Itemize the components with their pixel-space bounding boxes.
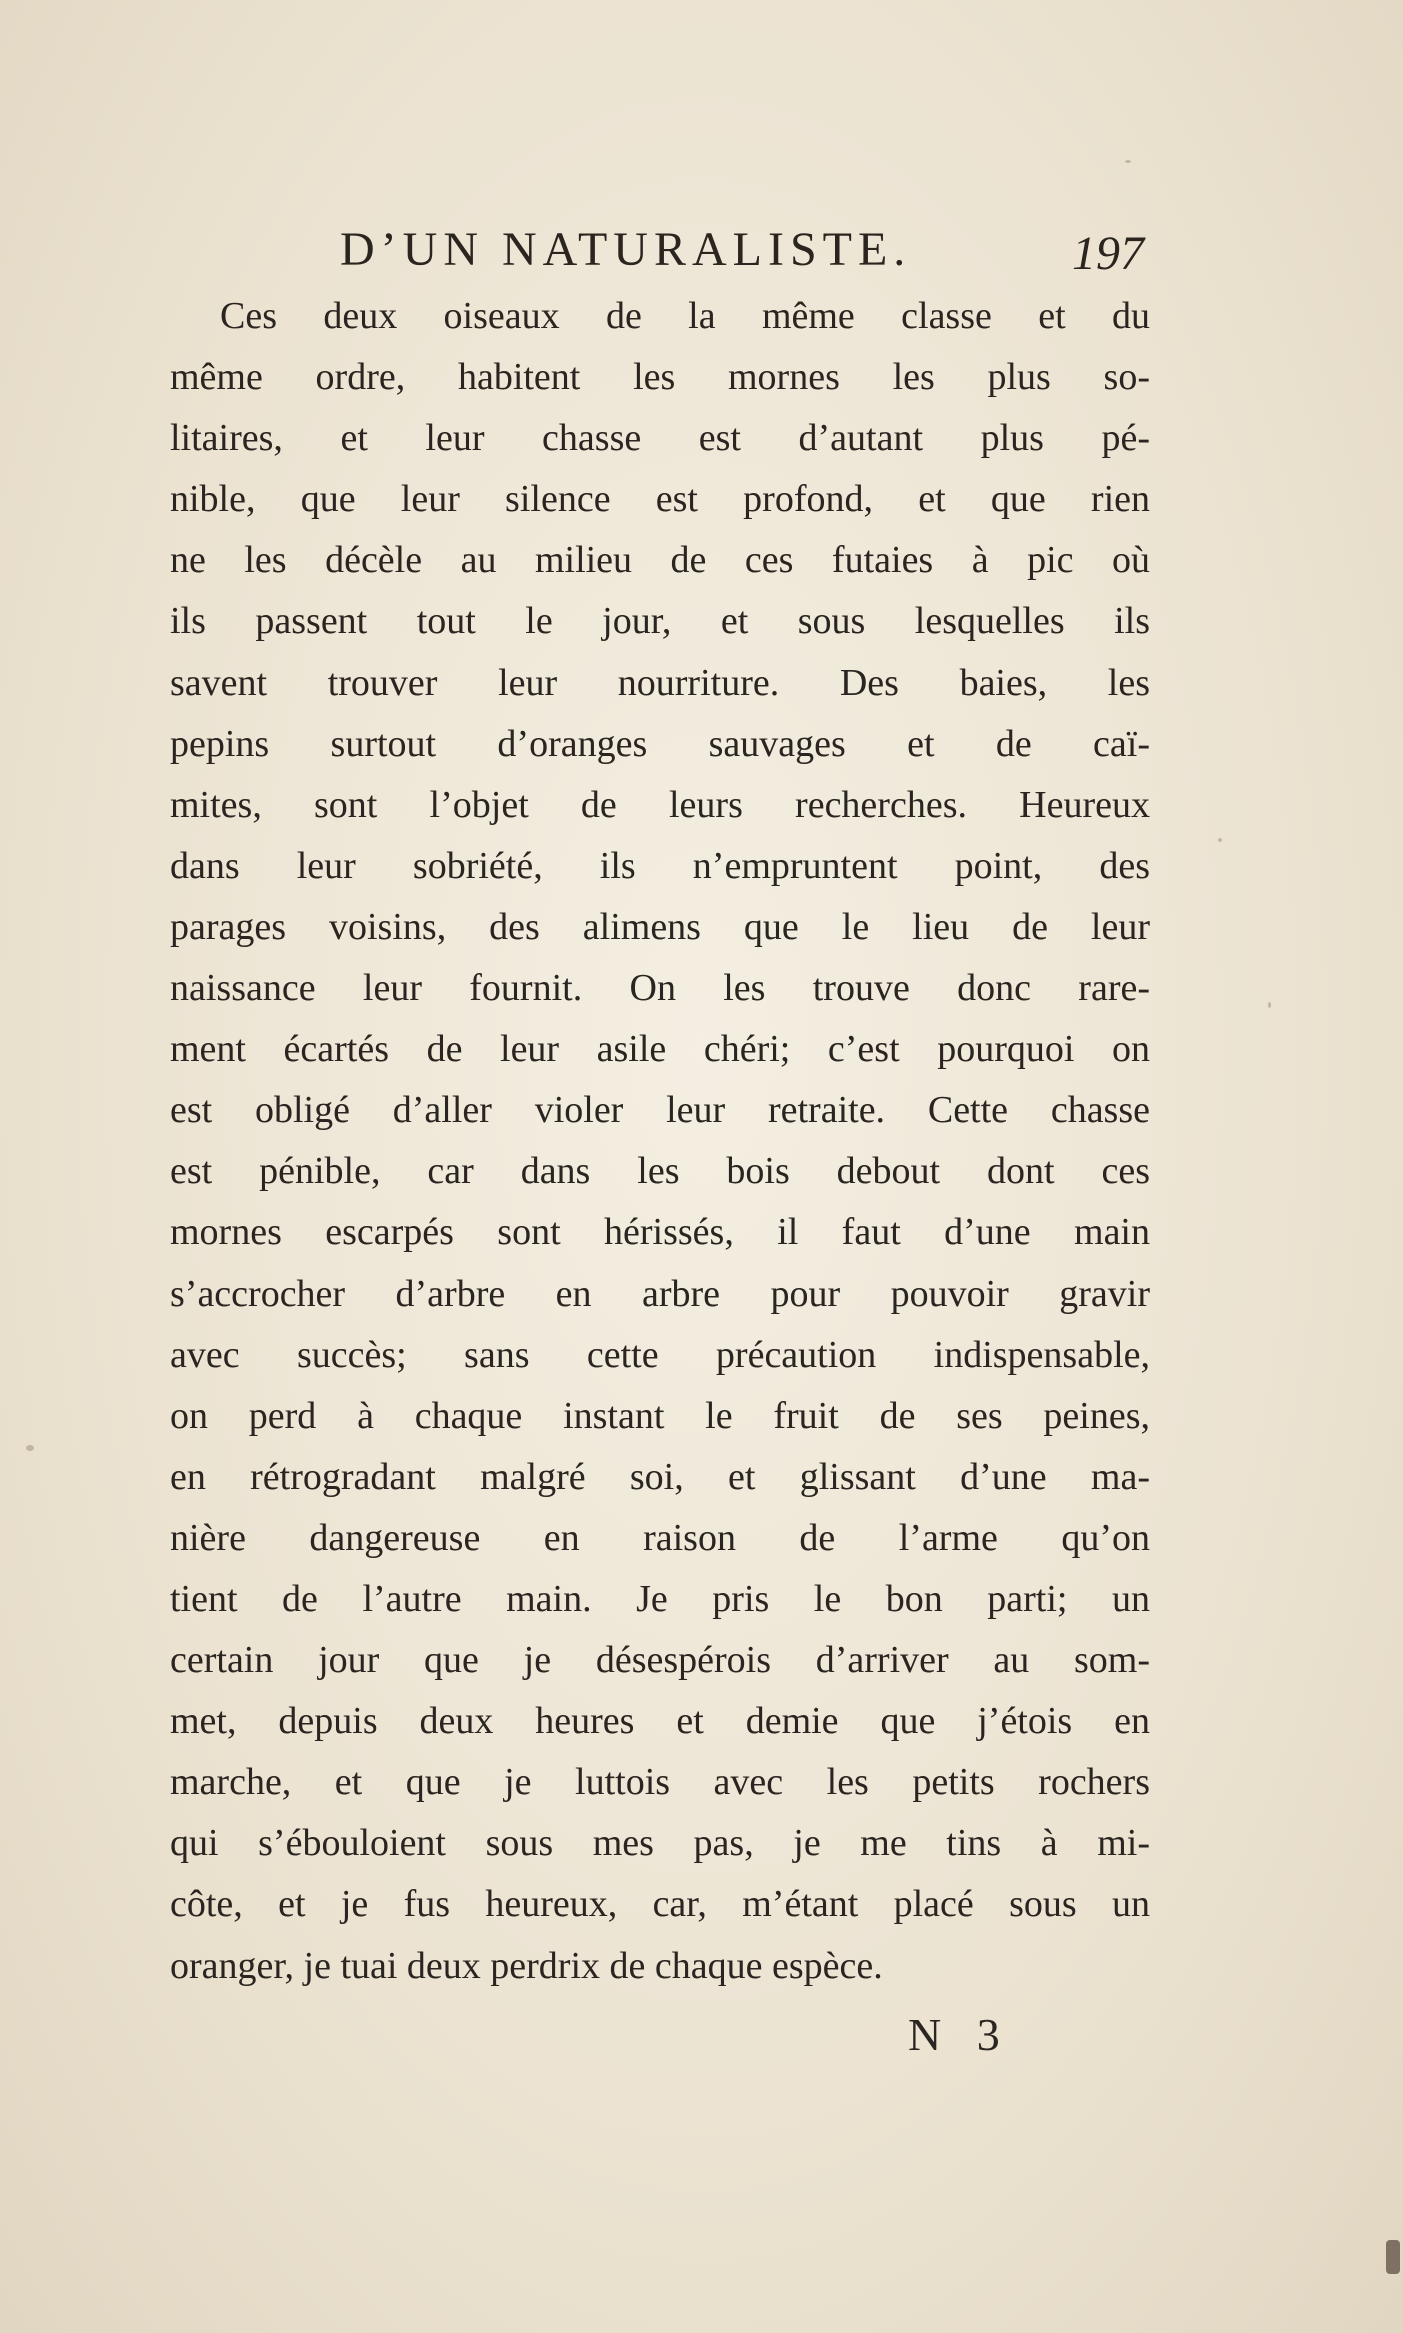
signature-mark: N 3: [908, 2009, 1012, 2060]
text-line: côte, et je fus heureux, car, m’étant placé sous un: [170, 1883, 1150, 1926]
text-line: ils passent tout le jour, et sous lesquelles ils: [170, 600, 1150, 643]
text-line: marche, et que je luttois avec les petits rochers: [170, 1761, 1150, 1804]
text-line: dans leur sobriété, ils n’empruntent point, des: [170, 844, 1150, 887]
text-line: certain jour que je désespérois d’arriver au som-: [170, 1639, 1150, 1682]
text-line: même ordre, habitent les mornes les plus so-: [170, 356, 1150, 399]
text-line: mornes escarpés sont hérissés, il faut d’une main: [170, 1211, 1150, 1254]
text-line: pepins surtout d’oranges sauvages et de caï-: [170, 722, 1150, 765]
paper-speck: [1125, 160, 1131, 163]
text-line: Ces deux oiseaux de la même classe et du: [220, 295, 1150, 337]
paper-speck: [1268, 1002, 1271, 1008]
text-line: parages voisins, des alimens que le lieu de leur: [170, 905, 1150, 948]
text-line: avec succès; sans cette précaution indispensable,: [170, 1333, 1150, 1376]
text-line: litaires, et leur chasse est d’autant plus pé-: [170, 417, 1150, 460]
text-line: tient de l’autre main. Je pris le bon parti; un: [170, 1577, 1150, 1620]
text-line: est obligé d’aller violer leur retraite. Cette chasse: [170, 1089, 1150, 1132]
running-head-title: D’UN NATURALISTE.: [340, 223, 912, 276]
running-header: [340, 222, 1160, 282]
text-line: naissance leur fournit. On les trouve donc rare-: [170, 967, 1150, 1010]
paper-speck: [1386, 2240, 1400, 2274]
page-number: 197: [1072, 227, 1144, 280]
paper-speck: [1218, 838, 1222, 842]
text-line: mites, sont l’objet de leurs recherches. Heureux: [170, 783, 1150, 826]
text-line: oranger, je tuai deux perdrix de chaque espèce.: [170, 1944, 883, 1987]
body-paragraph: [170, 286, 1150, 1997]
text-line: qui s’ébouloient sous mes pas, je me tins à mi-: [170, 1822, 1150, 1865]
text-line: s’accrocher d’arbre en arbre pour pouvoir gravir: [170, 1272, 1150, 1315]
text-line: nible, que leur silence est profond, et que rien: [170, 478, 1150, 521]
text-line: ment écartés de leur asile chéri; c’est pourquoi on: [170, 1028, 1150, 1071]
text-line: ne les décèle au milieu de ces futaies à pic où: [170, 539, 1150, 582]
text-line: savent trouver leur nourriture. Des baies, les: [170, 661, 1150, 704]
text-line: nière dangereuse en raison de l’arme qu’on: [170, 1516, 1150, 1559]
text-line: en rétrogradant malgré soi, et glissant d’une ma-: [170, 1455, 1150, 1498]
text-line: met, depuis deux heures et demie que j’étois en: [170, 1700, 1150, 1743]
text-line: est pénible, car dans les bois debout dont ces: [170, 1150, 1150, 1193]
text-line: on perd à chaque instant le fruit de ses peines,: [170, 1394, 1150, 1437]
paper-speck: [26, 1445, 34, 1451]
